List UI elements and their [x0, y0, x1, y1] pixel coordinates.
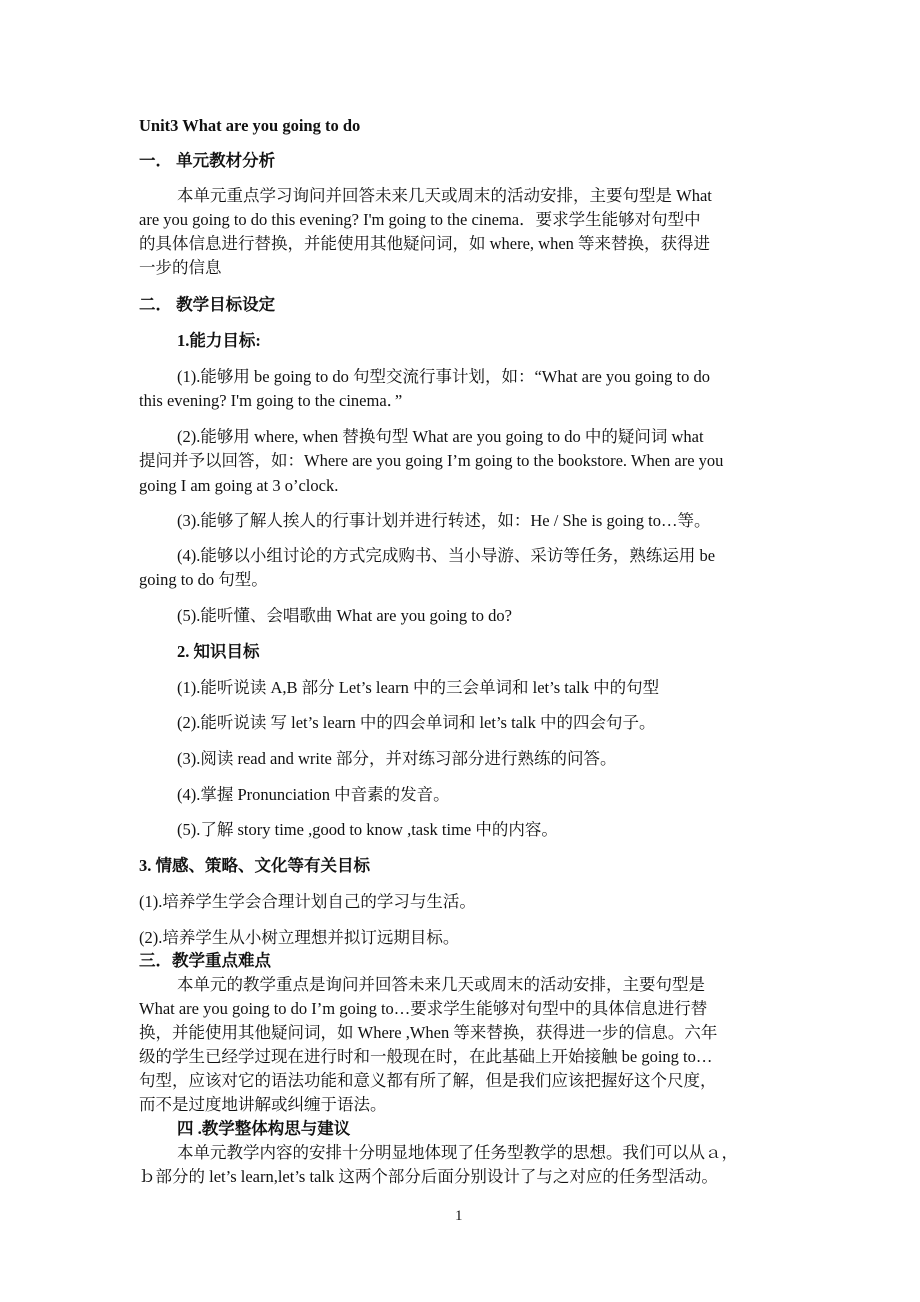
list-item-continuation: 提问并予以回答，如：Where are you going I’m going to the bookstore. When are you	[139, 451, 724, 470]
paragraph-line: 换，并能使用其他疑问词，如 Where ,When 等来替换，获得进一步的信息。六年	[139, 1023, 718, 1042]
list-item: (2).能够用 where, when 替换句型 What are you going to do 中的疑问词 what	[177, 427, 704, 446]
list-item: (3).阅读 read and write 部分，并对练习部分进行熟练的问答。	[177, 749, 617, 768]
section-heading-key-points: 三．教学重点难点	[139, 951, 271, 970]
list-item-continuation: going I am going at 3 o’clock.	[139, 476, 339, 495]
paragraph-line: ｂ部分的 let’s learn,let’s talk 这两个部分后面分别设计了与之对应的任务型活动。	[139, 1167, 718, 1186]
list-item: (4).掌握 Pronunciation 中音素的发音。	[177, 785, 450, 804]
list-item-continuation: this evening? I'm going to the cinema．”	[139, 391, 403, 410]
list-item: (4).能够以小组讨论的方式完成购书、当小导游、采访等任务，熟练运用 be	[177, 546, 716, 565]
page-number: 1	[455, 1208, 463, 1224]
paragraph-line: 一步的信息	[139, 258, 222, 277]
paragraph-line: 级的学生已经学过现在进行时和一般现在时，在此基础上开始接触 be going to…	[139, 1047, 713, 1066]
list-item: (2).能听说读 写 let’s learn 中的四会单词和 let’s talk 中的四会句子。	[177, 713, 656, 732]
paragraph-line: 本单元重点学习询问并回答未来几天或周末的活动安排，主要句型是 What	[177, 186, 712, 205]
subheading-emotion: 3. 情感、策略、文化等有关目标	[139, 856, 370, 875]
paragraph-line: What are you going to do I’m going to…要求学生能够对句型中的具体信息进行替	[139, 999, 708, 1018]
subheading-ability: 1.能力目标:	[177, 331, 261, 350]
list-item: (1).能够用 be going to do 句型交流行事计划，如：“What are you going to do	[177, 367, 710, 386]
section-heading-design: 四 .教学整体构思与建议	[177, 1119, 351, 1138]
list-item-continuation: going to do 句型。	[139, 570, 268, 589]
paragraph-line: are you going to do this evening? I'm going to the cinema．要求学生能够对句型中	[139, 210, 701, 229]
paragraph-line: 句型，应该对它的语法功能和意义都有所了解，但是我们应该把握好这个尺度，	[139, 1071, 717, 1090]
list-item: (3).能够了解人挨人的行事计划并进行转述，如：He / She is going to…等。	[177, 511, 711, 530]
paragraph-line: 而不是过度地讲解或纠缠于语法。	[139, 1095, 387, 1114]
list-item: (2).培养学生从小树立理想并拟订远期目标。	[139, 928, 460, 947]
list-item: (5).能听懂、会唱歌曲 What are you going to do?	[177, 606, 512, 625]
list-item: (5).了解 story time ,good to know ,task time 中的内容。	[177, 820, 558, 839]
subheading-knowledge: 2. 知识目标	[177, 642, 260, 661]
paragraph-line: 本单元的教学重点是询问并回答未来几天或周末的活动安排，主要句型是	[177, 975, 705, 994]
section-heading-goals: 二． 教学目标设定	[139, 295, 276, 314]
list-item: (1).能听说读 A,B 部分 Let’s learn 中的三会单词和 let’s talk 中的句型	[177, 678, 660, 697]
document-title: Unit3 What are you going to do	[139, 116, 361, 135]
list-item: (1).培养学生学会合理计划自己的学习与生活。	[139, 892, 476, 911]
section-heading-analysis: 一． 单元教材分析	[139, 151, 276, 170]
paragraph-line: 的具体信息进行替换，并能使用其他疑问词，如 where, when 等来替换，获得进	[139, 234, 711, 253]
paragraph-line: 本单元教学内容的安排十分明显地体现了任务型教学的思想。我们可以从ａ，	[177, 1143, 738, 1162]
